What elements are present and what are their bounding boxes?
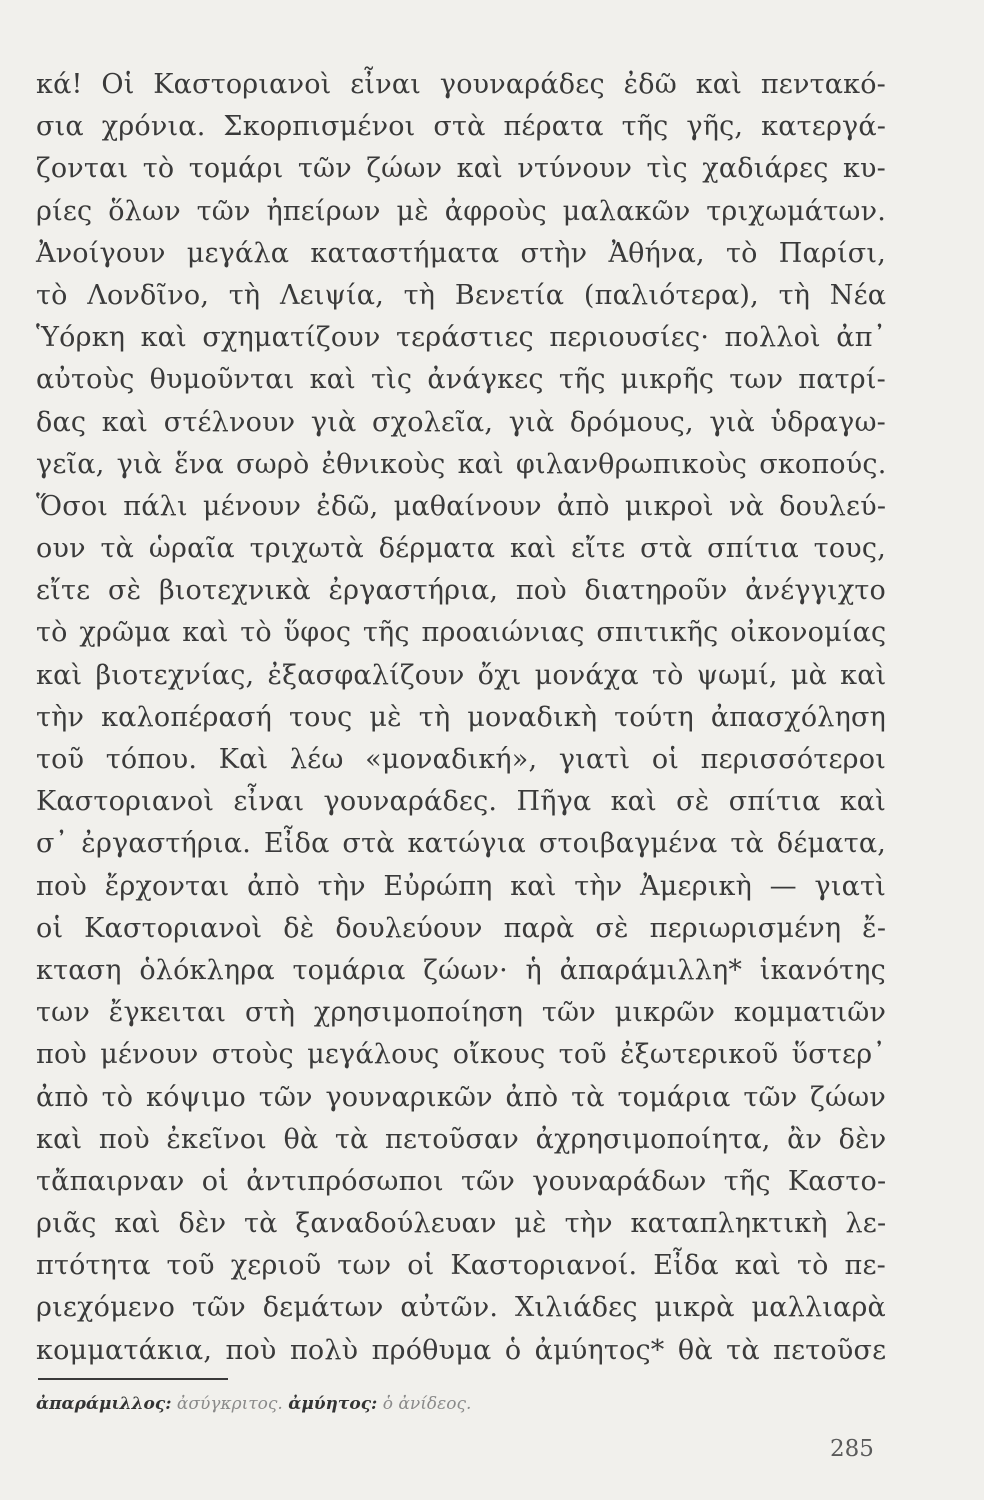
footnotes [36,1394,471,1414]
text-line: ποὺ μένουν στοὺς μεγάλους οἴκους τοῦ ἐξωτερικοῦ ὕστερ᾿ [36,1039,886,1071]
text-line: τὴν καλοπέρασή τους μὲ τὴ μοναδικὴ τούτη ἀπασχόληση [36,701,886,733]
text-line: ζονται τὸ τομάρι τῶν ζώων καὶ ντύνουν τὶς χαδιάρες κυ- [36,153,886,185]
text-line: ριεχόμενο τῶν δεμάτων αὐτῶν. Χιλιάδες μικρὰ μαλλιαρὰ [36,1292,886,1324]
text-line: ποὺ ἔρχονται ἀπὸ τὴν Εὐρώπη καὶ τὴν Ἀμερικὴ — γιατὶ [36,870,886,902]
text-line: Ἀνοίγουν μεγάλα καταστήματα στὴν Ἀθήνα, τὸ Παρίσι, [36,237,886,269]
text-line: σια χρόνια. Σκορπισμένοι στὰ πέρατα τῆς γῆς, κατεργά- [36,111,887,143]
body-text [36,64,886,1372]
text-line: Καστοριανοὶ εἶναι γουναράδες. Πῆγα καὶ σὲ σπίτια καὶ [36,786,886,818]
text-line: τοῦ τόπου. Καὶ λέω «μοναδική», γιατὶ οἱ περισσότεροι [36,744,886,775]
text-line: Ὑόρκη καὶ σχηματίζουν τεράστιες περιουσίες· πολλοὶ ἀπ᾿ [36,322,887,354]
text-line: εἴτε σὲ βιοτεχνικὰ ἐργαστήρια, ποὺ διατηροῦν ἀνέγγιχτο [36,575,886,607]
text-line: των ἔγκειται στὴ χρησιμοποίηση τῶν μικρῶν κομματιῶν [36,997,887,1029]
text-line: καὶ ποὺ ἐκεῖνοι θὰ τὰ πετοῦσαν ἀχρησιμοποίητα, ἂν δὲν [36,1123,887,1155]
footnote-term: ἀπαράμιλλος: [36,1394,172,1414]
text-line: κά! Οἱ Καστοριανοὶ εἶναι γουναράδες ἐδῶ καὶ πεντακό- [36,69,886,100]
footnote-definition: ἀσύγκριτος. [176,1394,283,1414]
text-line: κταση ὁλόκληρα τομάρια ζώων· ἡ ἀπαράμιλλη* ἱκανότης [36,954,886,986]
page-number: 285 [830,1436,874,1462]
footnote-divider [38,1378,228,1380]
footnote-definition: ὁ ἀνίδεος. [382,1394,472,1414]
text-line: ρίες ὅλων τῶν ἠπείρων μὲ ἀφροὺς μαλακῶν τριχωμάτων. [36,195,886,227]
text-line: τἄπαιρναν οἱ ἀντιπρόσωποι τῶν γουναράδων τῆς Καστο- [36,1165,887,1197]
text-line: αὐτοὺς θυμοῦνται καὶ τὶς ἀνάγκες τῆς μικρῆς των πατρί- [36,364,886,396]
text-line: καὶ βιοτεχνίας, ἐξασφαλίζουν ὄχι μονάχα τὸ ψωμί, μὰ καὶ [36,659,887,691]
text-line: ἀπὸ τὸ κόψιμο τῶν γουναρικῶν ἀπὸ τὰ τομάρια τῶν ζώων [36,1081,886,1113]
text-line: τὸ Λονδῖνο, τὴ Λειψία, τὴ Βενετία (παλιότερα), τὴ Νέα [36,279,887,311]
text-line: ριᾶς καὶ δὲν τὰ ξαναδούλευαν μὲ τὴν καταπληκτικὴ λε- [36,1208,887,1240]
text-line: Ὅσοι πάλι μένουν ἐδῶ, μαθαίνουν ἀπὸ μικροὶ νὰ δουλεύ- [36,490,887,522]
footnote-term: ἀμύητος: [288,1394,378,1414]
text-line: γεῖα, γιὰ ἕνα σωρὸ ἐθνικοὺς καὶ φιλανθρωπικοὺς σκοπούς. [36,448,887,480]
text-line: τὸ χρῶμα καὶ τὸ ὕφος τῆς προαιώνιας σπιτικῆς οἰκονομίας [36,617,887,649]
text-line: ουν τὰ ὡραῖα τριχωτὰ δέρματα καὶ εἴτε στὰ σπίτια τους, [36,533,886,565]
text-line: πτότητα τοῦ χεριοῦ των οἱ Καστοριανοί. Εἶδα καὶ τὸ πε- [36,1250,886,1282]
text-line: κομματάκια, ποὺ πολὺ πρόθυμα ὁ ἀμύητος* θὰ τὰ πετοῦσε [36,1334,887,1366]
text-line: οἱ Καστοριανοὶ δὲ δουλεύουν παρὰ σὲ περιωρισμένη ἔ- [36,912,887,944]
text-line: σ᾿ ἐργαστήρια. Εἶδα στὰ κατώγια στοιβαγμένα τὰ δέματα, [36,828,887,860]
text-line: δας καὶ στέλνουν γιὰ σχολεῖα, γιὰ δρόμους, γιὰ ὑδραγω- [36,406,886,438]
